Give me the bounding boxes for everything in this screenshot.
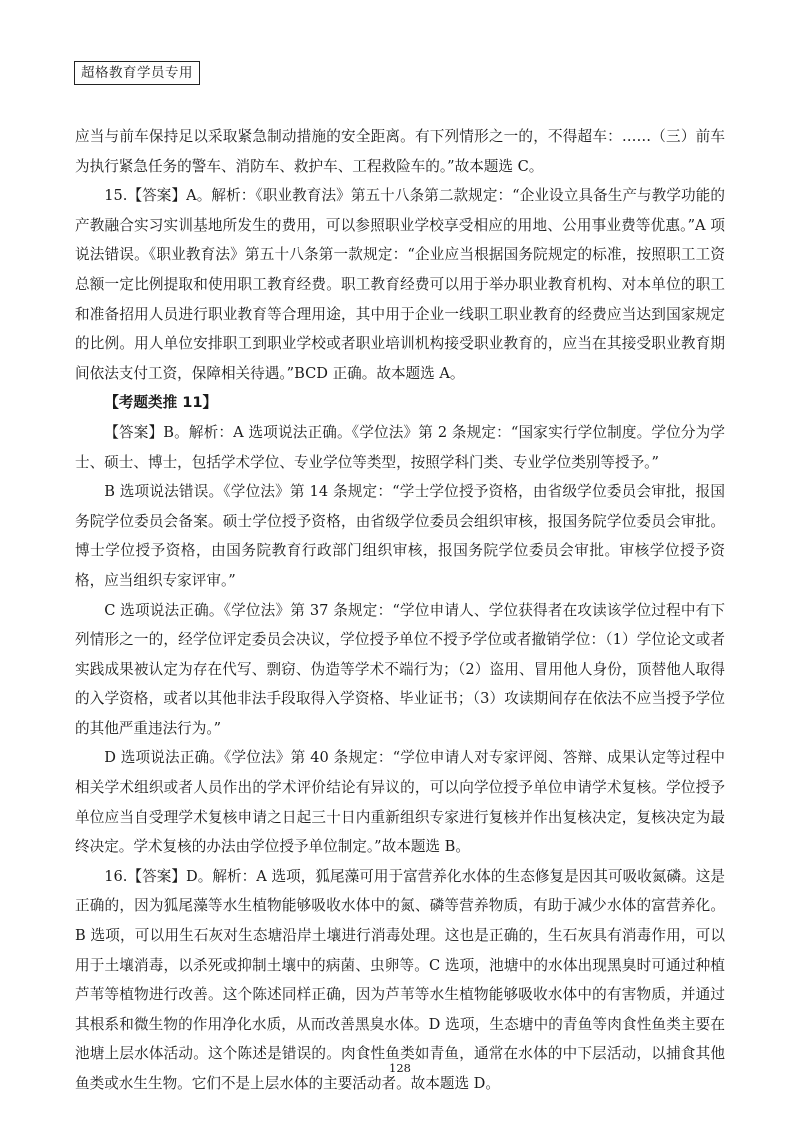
paragraph-option-b: B 选项说法错误。《学位法》第 14 条规定：“学士学位授予资格，由省级学位委员会审批，报国务院学位委员会备案。硕士学位授予资格，由省级学位委员会组织审核，报国务院学位委员会审批。博士学位授予资格，由国务院教育行政部门组织审核，报国务院学位委员会审批。审核学位授予资格，应当组织专家评审。”	[75, 483, 725, 589]
section-heading-kaoti-leitui-11: 【考题类推 11】	[104, 394, 218, 412]
paragraph-option-c: C 选项说法正确。《学位法》第 37 条规定：“学位申请人、学位获得者在攻读该学位过程中有下列情形之一的，经学位评定委员会决议，学位授予单位不授予学位或者撤销学位：（1）学位论文或者实践成果被认定为存在代写、剽窃、伪造等学术不端行为；（2）盗用、冒用他人身份，顶替他人取得的入学资格，或者以其他非法手段取得入学资格、毕业证书；（3）攻读期间存在依法不应当授予学位的其他严重违法行为。”	[75, 601, 725, 737]
paragraph-option-d: D 选项说法正确。《学位法》第 40 条规定：“学位申请人对专家评阅、答辩、成果认定等过程中相关学术组织或者人员作出的学术评价结论有异议的，可以向学位授予单位申请学术复核。学位授予单位应当自受理学术复核申请之日起三十日内重新组织专家进行复核并作出复核决定，复核决定为最终决定。学术复核的办法由学位授予单位制定。”故本题选 B。	[75, 749, 725, 856]
paragraph-continuation: 应当与前车保持足以采取紧急制动措施的安全距离。有下列情形之一的，不得超车：……（三）前车为执行紧急任务的警车、消防车、救护车、工程救险车的。”故本题选 C。	[75, 128, 725, 175]
header-tag: 超格教育学员专用	[74, 61, 200, 85]
document-body	[75, 122, 725, 1099]
page-number: 128	[389, 1061, 411, 1075]
paragraph-leitui-answer: 【答案】B。解析：A 选项说法正确。《学位法》第 2 条规定：“国家实行学位制度。学位分为学士、硕士、博士，包括学术学位、专业学位等类型，按照学科门类、专业学位类别等授予。”	[75, 423, 725, 471]
paragraph-q16-answer: 16.【答案】D。解析：A 选项，狐尾藻可用于富营养化水体的生态修复是因其可吸收氮磷。这是正确的，因为狐尾藻等水生植物能够吸收水体中的氮、磷等营养物质，有助于减少水体的富营养化。B 选项，可以用生石灰对生态塘沿岸土壤进行消毒处理。这也是正确的，生石灰具有消毒作用，可以用于土壤消毒，以杀死或抑制土壤中的病菌、虫卵等。C 选项，池塘中的水体出现黑臭时可通过种植芦苇等植物进行改善。这个陈述同样正确，因为芦苇等水生植物能够吸收水体中的有害物质，并通过其根系和微生物的作用净化水质，从而改善黑臭水体。D 选项，生态塘中的青鱼等肉食性鱼类主要在池塘上层水体活动。这个陈述是错误的。肉食性鱼类如青鱼，通常在水体的中下层活动，以捕食其他鱼类或水生生物。它们不是上层水体的主要活动者。故本题选 D。	[75, 867, 725, 1092]
paragraph-q15-answer: 15.【答案】A。解析：《职业教育法》第五十八条第二款规定：“企业设立具备生产与教学功能的产教融合实习实训基地所发生的费用，可以参照职业学校享受相应的用地、公用事业费等优惠。”A 项说法错误。《职业教育法》第五十八条第一款规定：“企业应当根据国务院规定的标准，按照职工工资总额一定比例提取和使用职工教育经费。职工教育经费可以用于举办职业教育机构、对本单位的职工和准备招用人员进行职业教育等合理用途，其中用于企业一线职工职业教育的经费应当达到国家规定的比例。用人单位安排职工到职业学校或者职业培训机构接受职业教育的，应当在其接受职业教育期间依法支付工资，保障相关待遇。”BCD 正确。故本题选 A。	[75, 187, 725, 382]
